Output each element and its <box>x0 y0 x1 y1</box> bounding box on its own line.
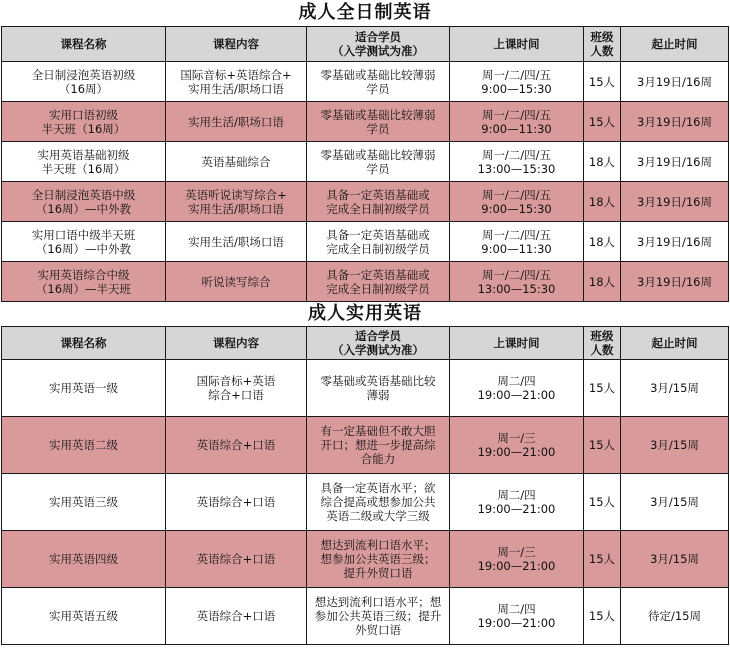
start-end-cell: 待定/15周 <box>621 588 729 645</box>
course-name-cell: 实用英语综合中级 （16周）—半天班 <box>2 262 166 302</box>
course-name-cell: 实用英语基础初级 半天班（16周） <box>2 142 166 182</box>
header-class-size: 班级 人数 <box>584 327 621 360</box>
class-size-cell: 15人 <box>584 360 621 417</box>
class-size-cell: 15人 <box>584 62 621 102</box>
class-size-cell: 18人 <box>584 262 621 302</box>
table-row <box>2 262 729 302</box>
course-content-cell: 英语基础综合 <box>166 142 307 182</box>
table-row <box>2 531 729 588</box>
suitable-students-cell: 具备一定英语基础或 完成全日制初级学员 <box>307 222 450 262</box>
table-row <box>2 360 729 417</box>
start-end-cell: 3月19日/16周 <box>621 142 729 182</box>
header-class-size: 班级 人数 <box>584 27 621 62</box>
course-content-cell: 国际音标+英语 综合+口语 <box>166 360 307 417</box>
class-time-cell: 周二/四 19:00—21:00 <box>450 474 584 531</box>
table-row <box>2 182 729 222</box>
start-end-cell: 3月19日/16周 <box>621 222 729 262</box>
section2-title: 成人实用英语 <box>308 303 422 324</box>
class-time-cell: 周二/四 19:00—21:00 <box>450 360 584 417</box>
section1-title: 成人全日制英语 <box>298 2 432 23</box>
class-size-cell: 15人 <box>584 531 621 588</box>
table-row <box>2 142 729 182</box>
start-end-cell: 3月/15周 <box>621 360 729 417</box>
header-suitable-students: 适合学员 （入学测试为准） <box>307 27 450 62</box>
class-size-cell: 15人 <box>584 588 621 645</box>
header-suitable-students: 适合学员 （入学测试为准） <box>307 327 450 360</box>
class-size-cell: 15人 <box>584 417 621 474</box>
suitable-students-cell: 零基础或英语基础比较 薄弱 <box>307 360 450 417</box>
course-name-cell: 实用英语五级 <box>2 588 166 645</box>
course-content-cell: 实用生活/职场口语 <box>166 222 307 262</box>
class-time-cell: 周一/二/四/五 9:00—11:30 <box>450 102 584 142</box>
class-time-cell: 周一/二/四/五 9:00—15:30 <box>450 182 584 222</box>
course-content-cell: 英语综合+口语 <box>166 474 307 531</box>
header-start-end: 起止时间 <box>621 27 729 62</box>
course-name-cell: 实用口语中级半天班 （16周）—中外教 <box>2 222 166 262</box>
course-content-cell: 英语综合+口语 <box>166 417 307 474</box>
course-content-cell: 听说读写综合 <box>166 262 307 302</box>
course-name-cell: 全日制浸泡英语初级 （16周） <box>2 62 166 102</box>
class-time-cell: 周一/三 19:00—21:00 <box>450 417 584 474</box>
suitable-students-cell: 具备一定英语基础或 完成全日制初级学员 <box>307 182 450 222</box>
suitable-students-cell: 具备一定英语基础或 完成全日制初级学员 <box>307 262 450 302</box>
class-time-cell: 周一/二/四/五 9:00—15:30 <box>450 62 584 102</box>
practical-english-table <box>1 326 729 645</box>
table-row <box>2 474 729 531</box>
class-time-cell: 周一/二/四/五 9:00—11:30 <box>450 222 584 262</box>
table-row <box>2 417 729 474</box>
table-header-row <box>2 327 729 360</box>
course-name-cell: 全日制浸泡英语中级 （16周）—中外教 <box>2 182 166 222</box>
course-name-cell: 实用英语四级 <box>2 531 166 588</box>
class-size-cell: 18人 <box>584 182 621 222</box>
suitable-students-cell: 想达到流利口语水平； 想参加公共英语三级； 提升外贸口语 <box>307 531 450 588</box>
start-end-cell: 3月19日/16周 <box>621 182 729 222</box>
class-size-cell: 15人 <box>584 474 621 531</box>
class-size-cell: 18人 <box>584 222 621 262</box>
class-time-cell: 周一/二/四/五 13:00—15:30 <box>450 142 584 182</box>
suitable-students-cell: 零基础或基础比较薄弱 学员 <box>307 62 450 102</box>
course-content-cell: 英语听说读写综合+ 实用生活/职场口语 <box>166 182 307 222</box>
table-header-row <box>2 27 729 62</box>
start-end-cell: 3月19日/16周 <box>621 62 729 102</box>
table-row <box>2 62 729 102</box>
suitable-students-cell: 零基础或基础比较薄弱 学员 <box>307 102 450 142</box>
header-start-end: 起止时间 <box>621 327 729 360</box>
full-time-english-table <box>1 26 729 302</box>
header-course-content: 课程内容 <box>166 327 307 360</box>
start-end-cell: 3月19日/16周 <box>621 262 729 302</box>
header-class-time: 上课时间 <box>450 327 584 360</box>
table-row <box>2 588 729 645</box>
course-name-cell: 实用口语初级 半天班（16周） <box>2 102 166 142</box>
suitable-students-cell: 零基础或基础比较薄弱 学员 <box>307 142 450 182</box>
course-content-cell: 实用生活/职场口语 <box>166 102 307 142</box>
course-content-cell: 英语综合+口语 <box>166 588 307 645</box>
header-course-content: 课程内容 <box>166 27 307 62</box>
start-end-cell: 3月/15周 <box>621 417 729 474</box>
suitable-students-cell: 有一定基础但不敢大胆 开口；想进一步提高综 合能力 <box>307 417 450 474</box>
header-course-name: 课程名称 <box>2 27 166 62</box>
suitable-students-cell: 具备一定英语水平；欲 综合提高或想参加公共 英语二级或大学三级 <box>307 474 450 531</box>
course-name-cell: 实用英语二级 <box>2 417 166 474</box>
start-end-cell: 3月19日/16周 <box>621 102 729 142</box>
course-name-cell: 实用英语一级 <box>2 360 166 417</box>
table-row <box>2 102 729 142</box>
table-row <box>2 222 729 262</box>
class-time-cell: 周二/四 19:00—21:00 <box>450 588 584 645</box>
class-size-cell: 18人 <box>584 142 621 182</box>
course-content-cell: 国际音标+英语综合+ 实用生活/职场口语 <box>166 62 307 102</box>
class-time-cell: 周一/三 19:00—21:00 <box>450 531 584 588</box>
course-name-cell: 实用英语三级 <box>2 474 166 531</box>
suitable-students-cell: 想达到流利口语水平；想 参加公共英语三级；提升 外贸口语 <box>307 588 450 645</box>
class-time-cell: 周一/二/四/五 13:00—15:30 <box>450 262 584 302</box>
header-class-time: 上课时间 <box>450 27 584 62</box>
start-end-cell: 3月/15周 <box>621 474 729 531</box>
header-course-name: 课程名称 <box>2 327 166 360</box>
class-size-cell: 15人 <box>584 102 621 142</box>
start-end-cell: 3月/15周 <box>621 531 729 588</box>
course-content-cell: 英语综合+口语 <box>166 531 307 588</box>
